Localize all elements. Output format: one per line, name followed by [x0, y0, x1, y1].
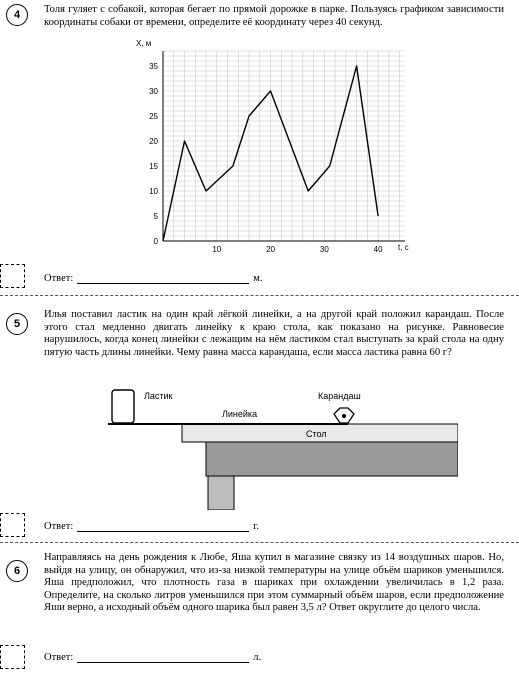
answer-unit: г. [253, 521, 259, 532]
task-6-answer [44, 652, 261, 663]
task-number-badge [6, 313, 28, 335]
task-number: 4 [13, 9, 21, 21]
answer-label: Ответ: [44, 521, 74, 532]
answer-input-line[interactable] [77, 521, 249, 532]
table-label: Стол [306, 429, 327, 439]
answer-input-line[interactable] [77, 273, 249, 284]
separator [0, 295, 519, 296]
task-number-badge [6, 560, 28, 582]
table-leg [208, 476, 234, 510]
task-4-answer [44, 273, 263, 284]
y-axis-label: X, м [136, 39, 152, 48]
task-4-text: Толя гуляет с собакой, которая бегает по прямой дорожке в парке. Пользуясь графиком зависимости координаты собаки от времени, определите её координату через 40 секунд. [44, 4, 504, 28]
ruler-label: Линейка [222, 409, 258, 419]
answer-box[interactable] [0, 264, 25, 288]
task-number-badge [6, 4, 28, 26]
y-tick-label: 0 [153, 237, 158, 246]
coordinate-time-chart [130, 36, 420, 256]
x-tick-label: 40 [373, 245, 383, 254]
task-number: 5 [13, 318, 21, 330]
x-tick-label: 10 [212, 245, 222, 254]
answer-input-line[interactable] [77, 652, 249, 663]
y-tick-label: 15 [149, 162, 158, 171]
task-5-text: Илья поставил ластик на один край лёгкой линейки, а на другой край положил карандаш. После этого стал медленно двигать линейку к краю стола, как показано на рисунке. Равновесие нарушилось, когда конец линейки с лежащим на нём ластиком стал выступать за край стола на одну пятую часть длины линейки. Чему равна масса карандаша, если масса ластика равна 60 г? [44, 309, 504, 358]
answer-box[interactable] [0, 645, 25, 669]
x-axis-label: t, с [398, 243, 409, 252]
answer-unit: л. [253, 652, 262, 663]
task-6-text: Направляясь на день рождения к Любе, Яша купил в магазине связку из 14 воздушных шаров. Но, выйдя на улицу, он обнаружил, что из-за низкой температуры на улице объём шариков уменьшился. Яша предположил, что плотность газа в шариках при охлаждении увеличилась в 1,2 раза. Определите, на сколько литров уменьшился при этом суммарный объём шаров, если предположение Яши верно, а исходный объём одного шарика был равен 3,5 л? Ответ округлите до целого числа. [44, 552, 504, 614]
y-tick-label: 5 [153, 212, 158, 221]
eraser-shape [112, 390, 134, 423]
pencil-core [342, 414, 346, 418]
task-number: 6 [13, 565, 21, 577]
x-tick-label: 20 [266, 245, 276, 254]
table-body-dark [206, 442, 458, 476]
answer-label: Ответ: [44, 273, 74, 284]
y-tick-label: 20 [149, 137, 158, 146]
y-tick-label: 25 [149, 112, 158, 121]
task-5-answer [44, 521, 259, 532]
answer-box[interactable] [0, 513, 25, 537]
ruler-table-diagram [108, 386, 458, 510]
separator [0, 542, 519, 543]
eraser-label: Ластик [144, 391, 173, 401]
y-tick-label: 30 [149, 87, 158, 96]
answer-label: Ответ: [44, 652, 74, 663]
y-tick-label: 10 [149, 187, 158, 196]
y-tick-label: 35 [149, 62, 158, 71]
pencil-label: Карандаш [318, 391, 361, 401]
answer-unit: м. [253, 273, 263, 284]
x-tick-label: 30 [319, 245, 329, 254]
